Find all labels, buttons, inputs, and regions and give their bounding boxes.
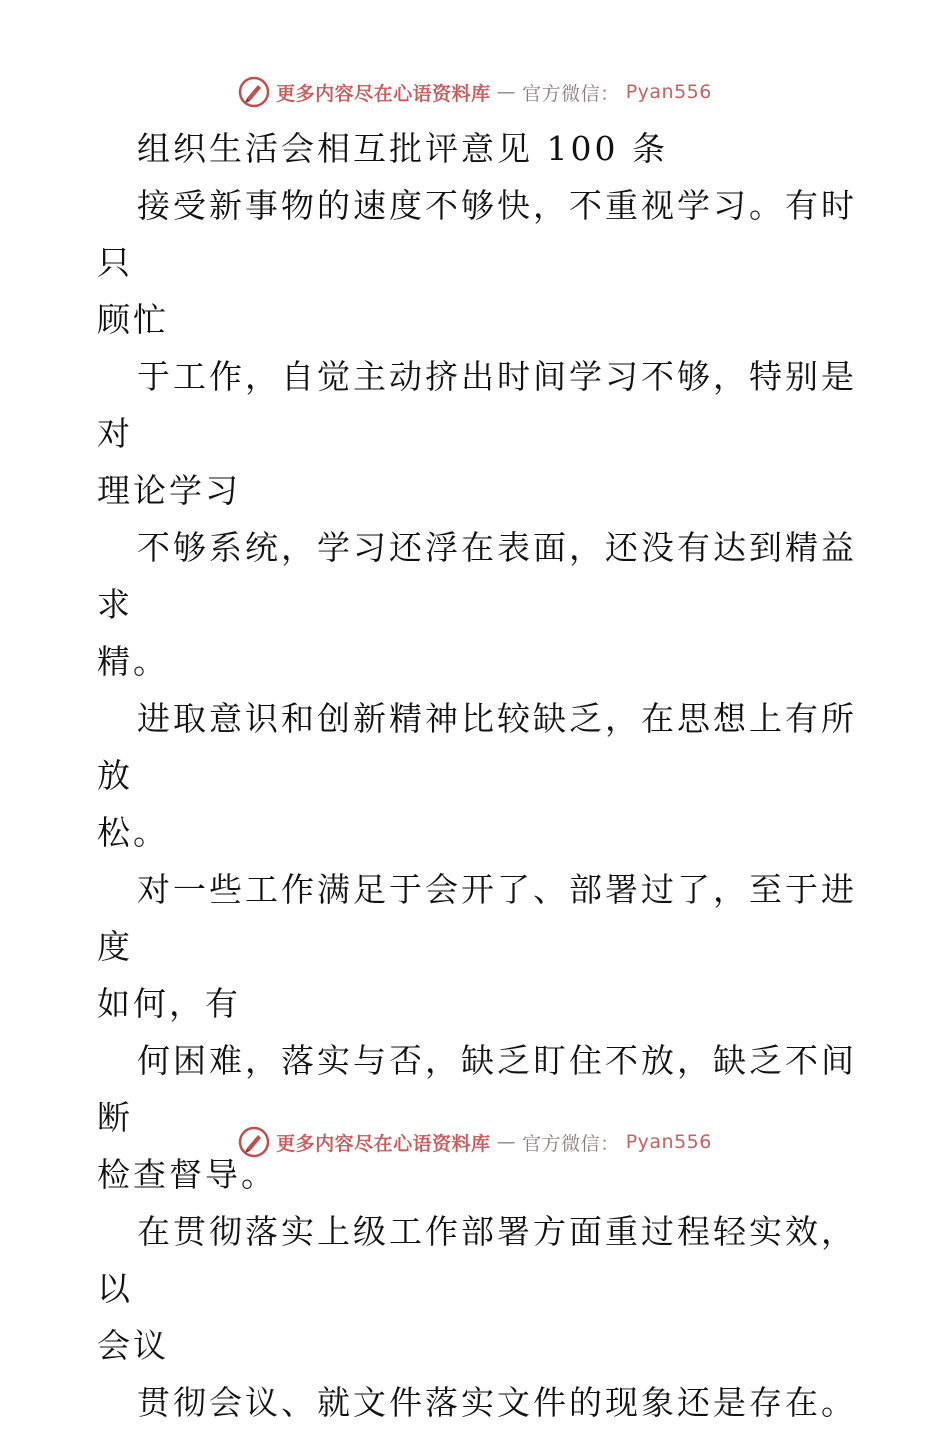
text-line: 检查督导。: [97, 1155, 277, 1194]
text-line: 接受新事物的速度不够快，不重视学习。有时只: [97, 186, 857, 282]
text-line: 对一些工作满足于会开了、部署过了，至于进度: [97, 870, 857, 966]
text-line: 于工作，自觉主动挤出时间学习不够，特别是对: [97, 357, 857, 453]
text-line: 在贯彻落实上级工作部署方面重过程轻实效，以: [97, 1212, 857, 1308]
watermark-wechat-id: Pyan556: [625, 1131, 712, 1153]
text-line: 进取意识和创新精神比较缺乏，在思想上有所放: [97, 699, 857, 795]
watermark-label: 官方微信：: [522, 1132, 620, 1155]
header-watermark: [238, 76, 712, 108]
page-header: [0, 72, 950, 112]
text-line: 松。: [97, 813, 169, 852]
text-line: 理论学习: [97, 471, 241, 510]
text-line: 何困难，落实与否，缺乏盯住不放，缺乏不间断: [97, 1041, 857, 1137]
text-line: 贯彻会议、就文件落实文件的现象还是存在。: [137, 1383, 857, 1422]
document-body: [97, 120, 857, 1431]
text-line: 顾忙: [97, 300, 169, 339]
text-line: 会议: [97, 1326, 169, 1365]
watermark-brand: 更多内容尽在心语资料库: [276, 1132, 491, 1155]
document-title: 组织生活会相互批评意见 100 条: [137, 129, 668, 168]
watermark-label: 官方微信：: [522, 82, 620, 105]
watermark-dash: —: [496, 1131, 517, 1153]
pen-logo-icon: [238, 1126, 270, 1158]
watermark-wechat-id: Pyan556: [625, 81, 712, 103]
text-line: 精。: [97, 642, 169, 681]
page-footer: [0, 1122, 950, 1162]
watermark-dash: —: [496, 81, 517, 103]
text-line: 如何，有: [97, 984, 241, 1023]
footer-watermark: [238, 1126, 712, 1158]
text-line: 不够系统，学习还浮在表面，还没有达到精益求: [97, 528, 857, 624]
watermark-brand: 更多内容尽在心语资料库: [276, 82, 491, 105]
pen-logo-icon: [238, 76, 270, 108]
